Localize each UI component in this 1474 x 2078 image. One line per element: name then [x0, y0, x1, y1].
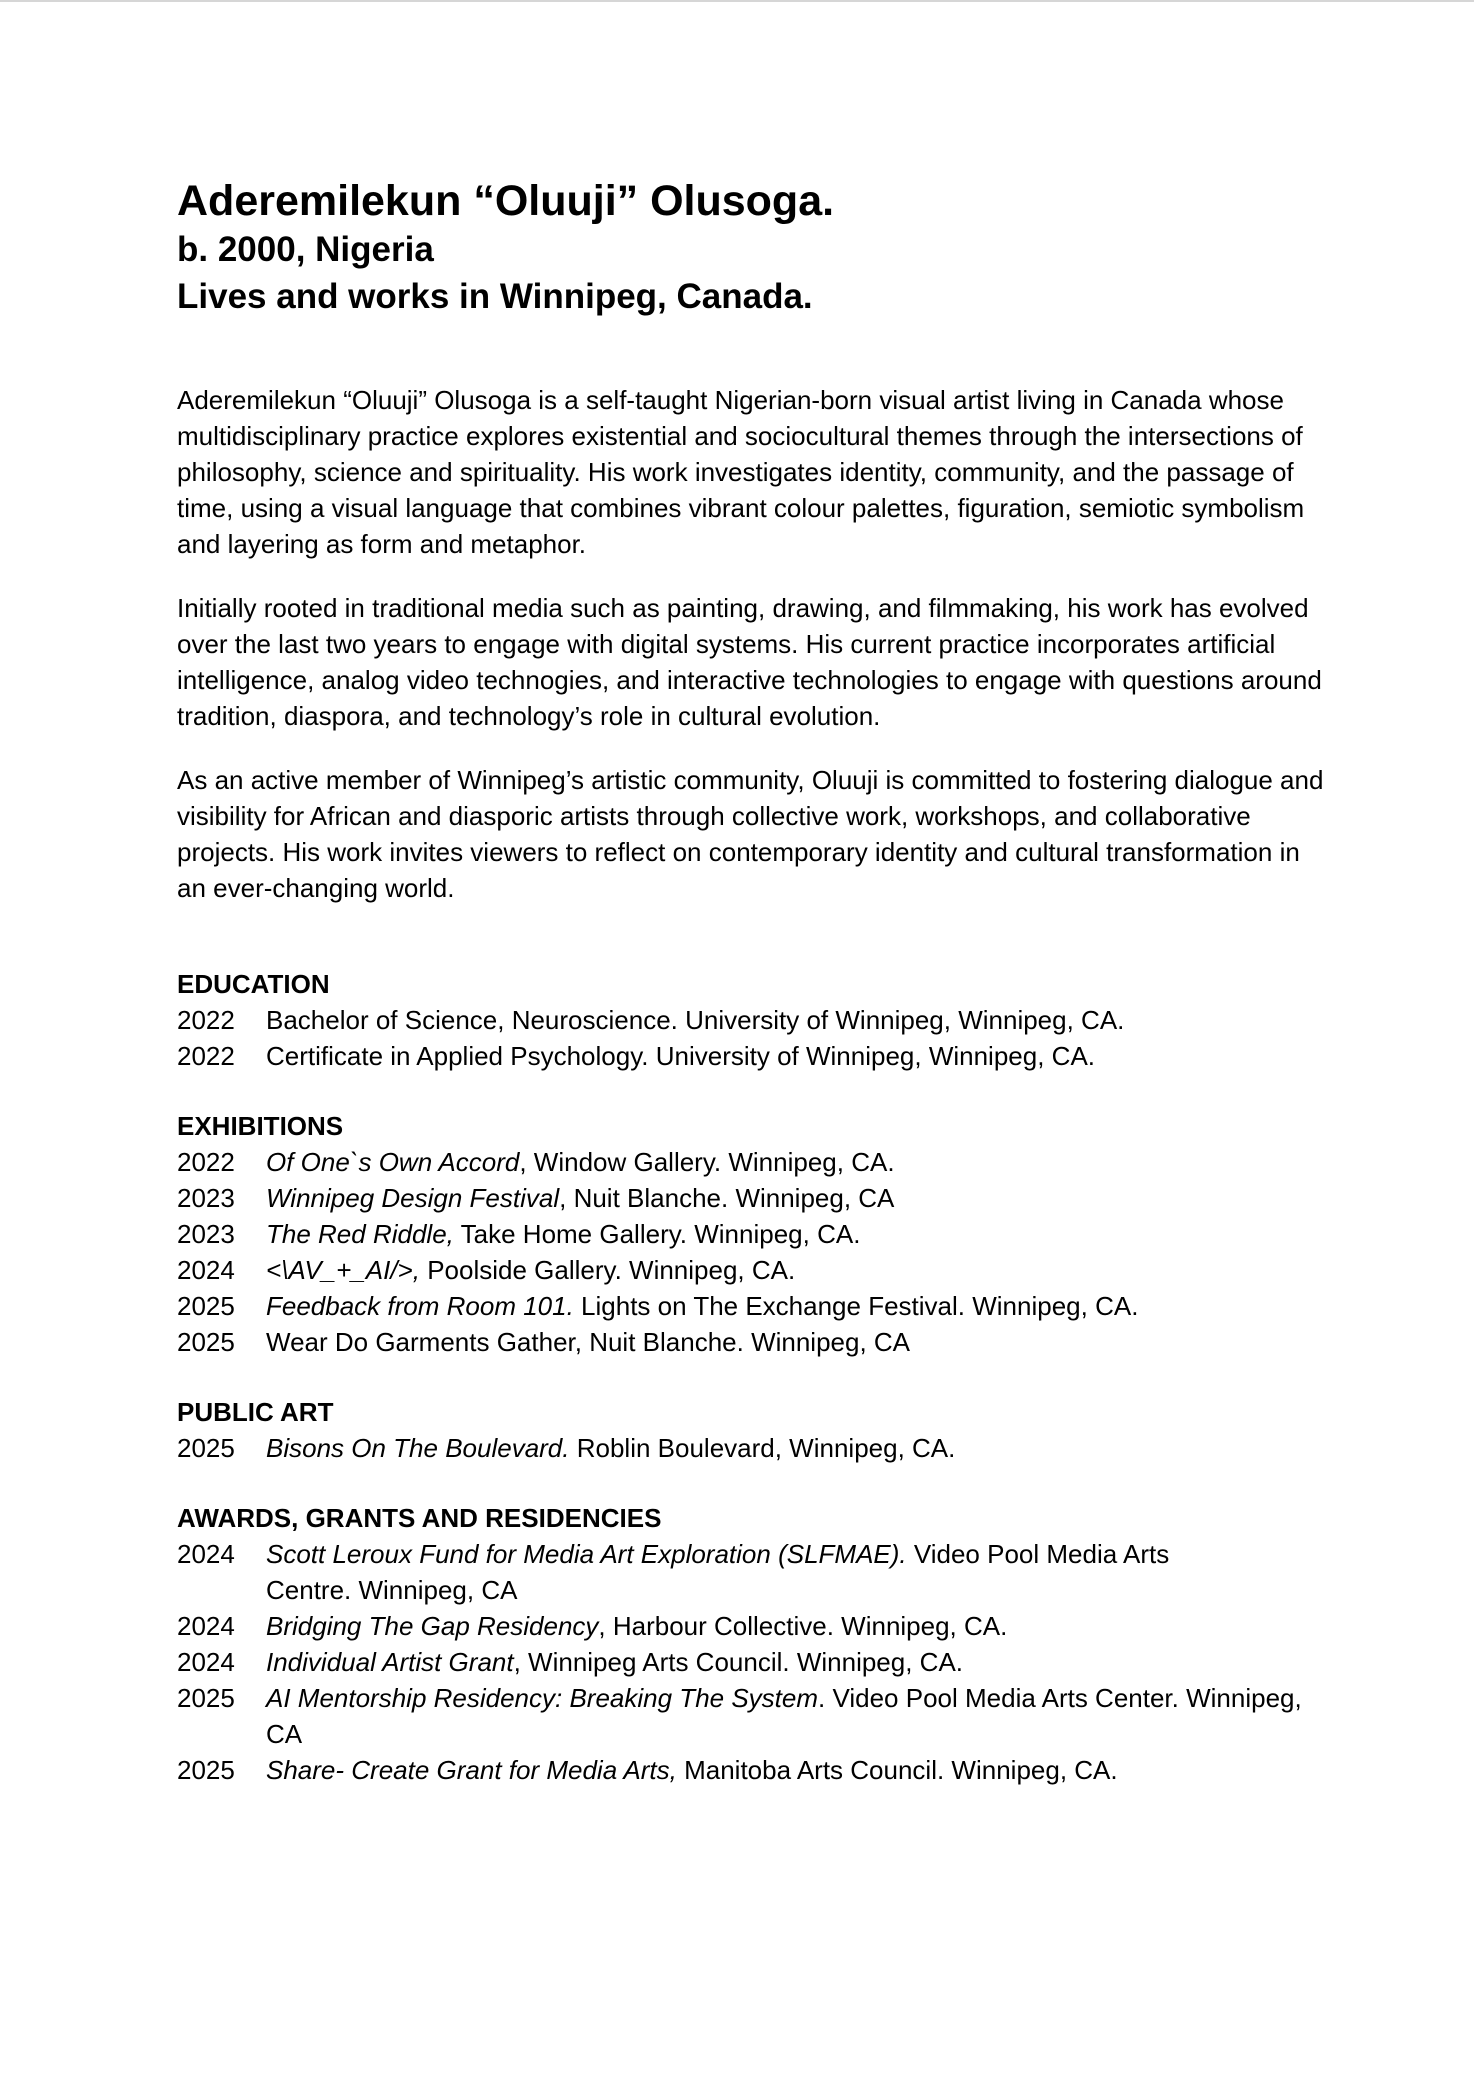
education-entry — [177, 1002, 1327, 1038]
entry-year: 2024 — [177, 1611, 235, 1641]
entry-year: 2022 — [177, 1041, 235, 1071]
entry-year: 2025 — [177, 1327, 235, 1357]
exhibition-entry — [177, 1180, 1327, 1216]
entry-detail: Bachelor of Science, Neuroscience. University of Winnipeg, Winnipeg, CA. — [266, 1005, 1125, 1035]
entry-detail: , Window Gallery. Winnipeg, CA. — [519, 1147, 895, 1177]
entry-text — [266, 1216, 1327, 1252]
exhibitions-section — [177, 1108, 1327, 1360]
entry-title: AI Mentorship Residency: Breaking The System — [266, 1683, 819, 1713]
education-heading: EDUCATION — [177, 969, 330, 999]
entry-detail: Manitoba Arts Council. Winnipeg, CA. — [676, 1755, 1118, 1785]
exhibition-entry — [177, 1144, 1327, 1180]
awards-section — [177, 1500, 1327, 1788]
entry-text — [266, 1144, 1327, 1180]
page-top-rule — [0, 0, 1474, 2]
entry-detail: Video Pool Media Arts Centre. Winnipeg, CA — [266, 1539, 1170, 1605]
public-art-entry — [177, 1430, 1327, 1466]
entry-year: 2022 — [177, 1147, 235, 1177]
exhibition-entry — [177, 1324, 1327, 1360]
entry-year: 2025 — [177, 1291, 235, 1321]
entry-text — [266, 1430, 1327, 1466]
award-entry — [177, 1752, 1327, 1788]
education-section — [177, 966, 1327, 1074]
entry-year: 2024 — [177, 1255, 235, 1285]
exhibition-entry — [177, 1288, 1327, 1324]
cv-page — [177, 176, 1327, 1788]
entry-detail: , Nuit Blanche. Winnipeg, CA — [559, 1183, 895, 1213]
entry-detail: , Harbour Collective. Winnipeg, CA. — [598, 1611, 1008, 1641]
entry-detail: Roblin Boulevard, Winnipeg, CA. — [569, 1433, 956, 1463]
award-entry — [177, 1608, 1327, 1644]
entry-year: 2024 — [177, 1647, 235, 1677]
entry-text — [266, 1180, 1327, 1216]
entry-text — [266, 1324, 1327, 1360]
entry-year: 2025 — [177, 1433, 235, 1463]
awards-heading: AWARDS, GRANTS AND RESIDENCIES — [177, 1503, 662, 1533]
entry-detail: Lights on The Exchange Festival. Winnipeg, CA. — [573, 1291, 1139, 1321]
entry-text — [266, 1038, 1327, 1074]
entry-year: 2025 — [177, 1683, 235, 1713]
entry-title: Winnipeg Design Festival — [266, 1183, 560, 1213]
public-art-heading: PUBLIC ART — [177, 1397, 334, 1427]
residence-info: Lives and works in Winnipeg, Canada. — [177, 277, 813, 316]
entry-text — [266, 1680, 1327, 1752]
bio-paragraph-1: Aderemilekun “Oluuji” Olusoga is a self-taught Nigerian-born visual artist living in Canada whose multidisciplinary practice explores existential and sociocultural themes through the intersections of philosophy, science and spirituality. His work investigates identity, community, and the passage of time, using a visual language that combines vibrant colour palettes, figuration, semiotic symbolism and layering as form and metaphor. — [177, 385, 1305, 559]
public-art-section — [177, 1394, 1327, 1466]
entry-year: 2024 — [177, 1539, 235, 1569]
entry-year: 2023 — [177, 1183, 235, 1213]
entry-title: Of One`s Own Accord — [266, 1147, 520, 1177]
entry-title: Individual Artist Grant — [266, 1647, 514, 1677]
entry-text — [266, 1644, 1327, 1680]
entry-detail: Certificate in Applied Psychology. University of Winnipeg, Winnipeg, CA. — [266, 1041, 1096, 1071]
entry-text — [266, 1002, 1327, 1038]
award-entry — [177, 1680, 1327, 1752]
entry-text — [266, 1252, 1327, 1288]
entry-year: 2022 — [177, 1005, 235, 1035]
exhibition-entry — [177, 1252, 1327, 1288]
entry-detail: Wear Do Garments Gather, Nuit Blanche. Winnipeg, CA — [266, 1327, 911, 1357]
entry-title: The Red Riddle, — [266, 1219, 454, 1249]
exhibitions-heading: EXHIBITIONS — [177, 1111, 344, 1141]
bio-paragraph-2: Initially rooted in traditional media such as painting, drawing, and filmmaking, his work has evolved over the last two years to engage with digital systems. His current practice incorporates artificial intelligence, analog video technogies, and interactive technologies to engage with questions around tradition, diaspora, and technology’s role in cultural evolution. — [177, 593, 1322, 731]
entry-text — [266, 1752, 1327, 1788]
entry-title: Scott Leroux Fund for Media Art Exploration (SLFMAE). — [266, 1539, 907, 1569]
entry-text — [266, 1608, 1327, 1644]
entry-title: Feedback from Room 101. — [266, 1291, 574, 1321]
biography — [177, 382, 1327, 906]
entry-year: 2025 — [177, 1755, 235, 1785]
education-entry — [177, 1038, 1327, 1074]
entry-text — [266, 1536, 1327, 1608]
entry-title: <\AV_+_AI/>, — [266, 1255, 420, 1285]
entry-detail: , Winnipeg Arts Council. Winnipeg, CA. — [513, 1647, 964, 1677]
artist-name: Aderemilekun “Oluuji” Olusoga. — [177, 177, 835, 225]
entry-title: Share- Create Grant for Media Arts, — [266, 1755, 677, 1785]
entry-detail: . Video Pool Media Arts Center. Winnipeg, CA — [266, 1683, 1302, 1749]
award-entry — [177, 1644, 1327, 1680]
birth-info: b. 2000, Nigeria — [177, 230, 434, 269]
award-entry — [177, 1536, 1327, 1608]
entry-title: Bridging The Gap Residency — [266, 1611, 599, 1641]
entry-text — [266, 1288, 1327, 1324]
entry-detail: Take Home Gallery. Winnipeg, CA. — [453, 1219, 861, 1249]
entry-year: 2023 — [177, 1219, 235, 1249]
exhibition-entry — [177, 1216, 1327, 1252]
entry-title: Bisons On The Boulevard. — [266, 1433, 570, 1463]
entry-detail: Poolside Gallery. Winnipeg, CA. — [419, 1255, 796, 1285]
bio-paragraph-3: As an active member of Winnipeg’s artistic community, Oluuji is committed to fostering dialogue and visibility for African and diasporic artists through collective work, workshops, and collaborative projects. His work invites viewers to reflect on contemporary identity and cultural transformation in an ever-changing world. — [177, 765, 1324, 903]
